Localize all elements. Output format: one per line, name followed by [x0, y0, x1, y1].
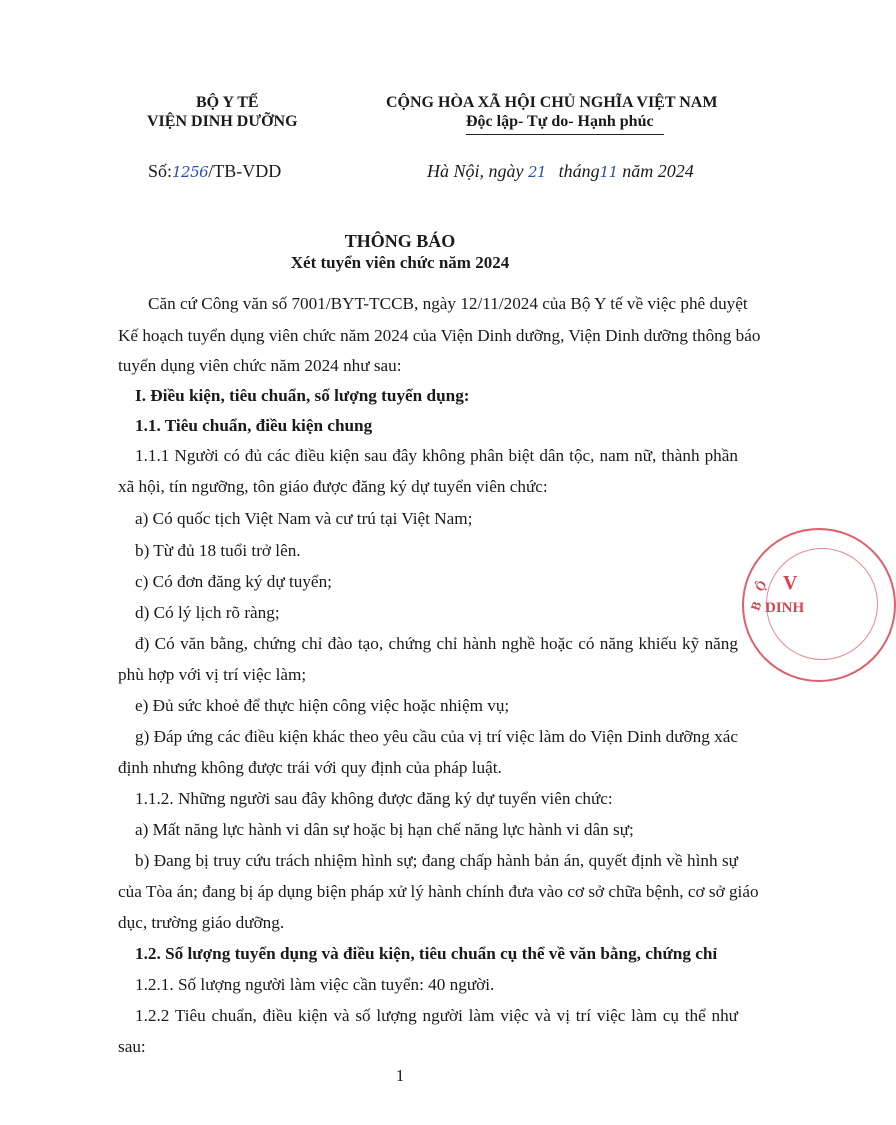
date-prefix: Hà Nội, ngày — [427, 161, 524, 181]
date-day-handwritten: 21 — [528, 163, 547, 181]
p122-line-1: 1.2.2 Tiêu chuẩn, điều kiện và số lượng người làm việc và vị trí việc làm cụ thể như — [135, 1006, 738, 1025]
stamp-letter-v: V — [783, 572, 798, 594]
stamp-word-dinh: DINH — [765, 600, 805, 616]
ministry-name: BỘ Y TẾ — [196, 94, 259, 111]
exclusion-a: a) Mất năng lực hành vi dân sự hoặc bị hạn chế năng lực hành vi dân sự; — [135, 820, 634, 839]
national-motto: Độc lập- Tự do- Hạnh phúc — [466, 113, 654, 130]
date-month-word: tháng — [558, 161, 600, 181]
condition-c: c) Có đơn đăng ký dự tuyển; — [135, 572, 332, 591]
issue-date — [427, 161, 694, 182]
condition-e: e) Đủ sức khoẻ để thực hiện công việc hoặc nhiệm vụ; — [135, 696, 510, 715]
doc-no-suffix: /TB-VDD — [208, 161, 282, 181]
stamp-letter-b: B — [747, 599, 765, 613]
motto-underline — [466, 134, 664, 135]
p111-line-2: xã hội, tín ngưỡng, tôn giáo được đăng ký dự tuyển viên chức: — [118, 477, 548, 496]
date-month-handwritten: 11 — [599, 163, 618, 181]
condition-d: d) Có lý lịch rõ ràng; — [135, 603, 280, 622]
condition-dd-line-2: phù hợp với vị trí việc làm; — [118, 665, 307, 684]
intro-line-2: Kế hoạch tuyển dụng viên chức năm 2024 của Viện Dinh dưỡng, Viện Dinh dưỡng thông báo — [118, 326, 761, 345]
doc-no-prefix: Số: — [148, 161, 173, 181]
section-1-2-heading: 1.2. Số lượng tuyển dụng và điều kiện, tiêu chuẩn cụ thể về văn bằng, chứng chỉ — [135, 944, 718, 963]
section-1-heading: I. Điều kiện, tiêu chuẩn, số lượng tuyển dụng: — [135, 386, 470, 405]
p121: 1.2.1. Số lượng người làm việc cần tuyển: 40 người. — [135, 975, 495, 994]
republic-title: CỘNG HÒA XÃ HỘI CHỦ NGHĨA VIỆT NAM — [386, 94, 718, 111]
condition-g-line-1: g) Đáp ứng các điều kiện khác theo yêu cầu của vị trí việc làm do Viện Dinh dưỡng xác — [135, 727, 738, 746]
intro-line-3: tuyển dụng viên chức năm 2024 như sau: — [118, 356, 402, 375]
p111-line-1: 1.1.1 Người có đủ các điều kiện sau đây không phân biệt dân tộc, nam nữ, thành phần — [135, 446, 738, 465]
stamp-letter-o: Ộ — [751, 577, 770, 595]
condition-a: a) Có quốc tịch Việt Nam và cư trú tại Việt Nam; — [135, 509, 473, 528]
page-number: 1 — [395, 1066, 405, 1085]
p112: 1.1.2. Những người sau đây không được đăng ký dự tuyển viên chức: — [135, 789, 613, 808]
doc-no-handwritten: 1256 — [172, 163, 209, 181]
p122-line-2: sau: — [118, 1037, 146, 1056]
condition-b: b) Từ đủ 18 tuổi trở lên. — [135, 541, 301, 560]
institute-name: VIỆN DINH DƯỠNG — [147, 113, 298, 130]
condition-dd-line-1: đ) Có văn bằng, chứng chỉ đào tạo, chứng chỉ hành nghề hoặc có năng khiếu kỹ năng — [135, 634, 738, 653]
intro-line-1: Căn cứ Công văn số 7001/BYT-TCCB, ngày 12/11/2024 của Bộ Y tế về việc phê duyệt — [148, 294, 748, 313]
notice-subtitle: Xét tuyển viên chức năm 2024 — [290, 253, 510, 272]
notice-title: THÔNG BÁO — [344, 231, 456, 251]
document-number — [148, 161, 281, 182]
exclusion-b-line-3: dục, trường giáo dưỡng. — [118, 913, 285, 932]
section-1-1-heading: 1.1. Tiêu chuẩn, điều kiện chung — [135, 416, 373, 435]
date-year: năm 2024 — [622, 161, 694, 181]
exclusion-b-line-2: của Tòa án; đang bị áp dụng biện pháp xử lý hành chính đưa vào cơ sở chữa bệnh, cơ sở giáo — [118, 882, 759, 901]
condition-g-line-2: định nhưng không được trái với quy định của pháp luật. — [118, 758, 502, 777]
exclusion-b-line-1: b) Đang bị truy cứu trách nhiệm hình sự; đang chấp hành bản án, quyết định về hình sự — [135, 851, 738, 870]
